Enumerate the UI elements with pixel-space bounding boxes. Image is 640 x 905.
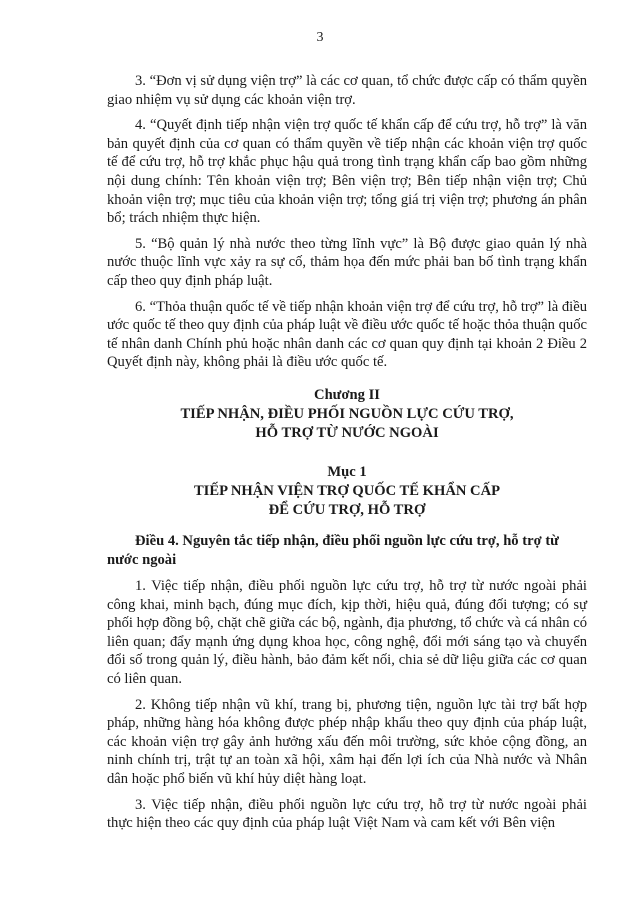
chapter-label: Chương II: [314, 386, 380, 403]
clause-5: 5. “Bộ quản lý nhà nước theo từng lĩnh vực” là Bộ được giao quản lý nhà nước thuộc lĩnh vực xảy ra sự cố, thảm họa đến mức phải ban bố tình trạng khẩn cấp theo quy định pháp luật.: [107, 235, 587, 289]
clause-3: 3. “Đơn vị sử dụng viện trợ” là các cơ quan, tổ chức được cấp có thẩm quyền giao nhiệm vụ sử dụng các khoản viện trợ.: [107, 73, 587, 108]
page-number: 3: [316, 30, 324, 45]
chapter-title-line-1: TIẾP NHẬN, ĐIỀU PHỐI NGUỒN LỰC CỨU TRỢ,: [180, 405, 514, 422]
article-heading: Điều 4. Nguyên tắc tiếp nhận, điều phối nguồn lực cứu trợ, hỗ trợ từ nước ngoài: [107, 532, 559, 568]
clause-6: 6. “Thỏa thuận quốc tế về tiếp nhận khoản viện trợ để cứu trợ, hỗ trợ” là điều ước quốc tế theo quy định của pháp luật về điều ước quốc tế hoặc thỏa thuận quốc tế nhân danh Chính phủ hoặc nhân danh các cơ quan quy định tại khoản 2 Điều 2 Quyết định này, không phải là điều ước quốc tế.: [107, 298, 587, 371]
clause-4: 4. “Quyết định tiếp nhận viện trợ quốc tế khẩn cấp để cứu trợ, hỗ trợ” là văn bản quyết định của cơ quan có thẩm quyền về tiếp nhận các khoản viện trợ quốc tế để cứu trợ, hỗ trợ khắc phục hậu quả trong tình trạng khẩn cấp bao gồm những nội dung chính: Tên khoản viện trợ; Bên viện trợ; Bên tiếp nhận viện trợ; Chủ khoản viện trợ; mục tiêu của khoản viện trợ; tổng giá trị viện trợ; phương án phân bổ; trách nhiệm thực hiện.: [107, 117, 587, 227]
chapter-title-line-2: HỖ TRỢ TỪ NƯỚC NGOÀI: [255, 424, 439, 441]
section-title-line-1: TIẾP NHẬN VIỆN TRỢ QUỐC TẾ KHẨN CẤP: [193, 482, 501, 499]
article-clause-2: 2. Không tiếp nhận vũ khí, trang bị, phương tiện, nguồn lực tài trợ bất hợp pháp, những hàng hóa không được phép nhập khẩu theo quy định của pháp luật, các khoản viện trợ gây ảnh hưởng xấu đến môi trường, sức khỏe cộng đồng, an ninh chính trị, trật tự an toàn xã hội, xâm hại đến lợi ích của Nhà nước và Nhân dân hoặc phổ biến vũ khí hủy diệt hàng loạt.: [107, 696, 587, 788]
section-label: Mục 1: [327, 463, 367, 480]
document-body: [107, 72, 587, 840]
article-clause-3: 3. Việc tiếp nhận, điều phối nguồn lực cứu trợ, hỗ trợ từ nước ngoài phải thực hiện theo các quy định của pháp luật Việt Nam và cam kết với Bên viện: [107, 796, 587, 832]
section-title-line-2: ĐỂ CỨU TRỢ, HỖ TRỢ: [268, 501, 426, 518]
article-clause-1: 1. Việc tiếp nhận, điều phối nguồn lực cứu trợ, hỗ trợ từ nước ngoài phải công khai, minh bạch, đúng mục đích, kịp thời, hiệu quả, đúng đối tượng; có sự phối hợp đồng bộ, chặt chẽ giữa các bộ, ngành, địa phương, tổ chức và cá nhân có liên quan; đẩy mạnh ứng dụng khoa học, công nghệ, đổi mới sáng tạo và chuyển đổi số trong quản lý, điều hành, bảo đảm kết nối, chia sẻ dữ liệu giữa các cơ quan có liên quan.: [107, 578, 587, 688]
